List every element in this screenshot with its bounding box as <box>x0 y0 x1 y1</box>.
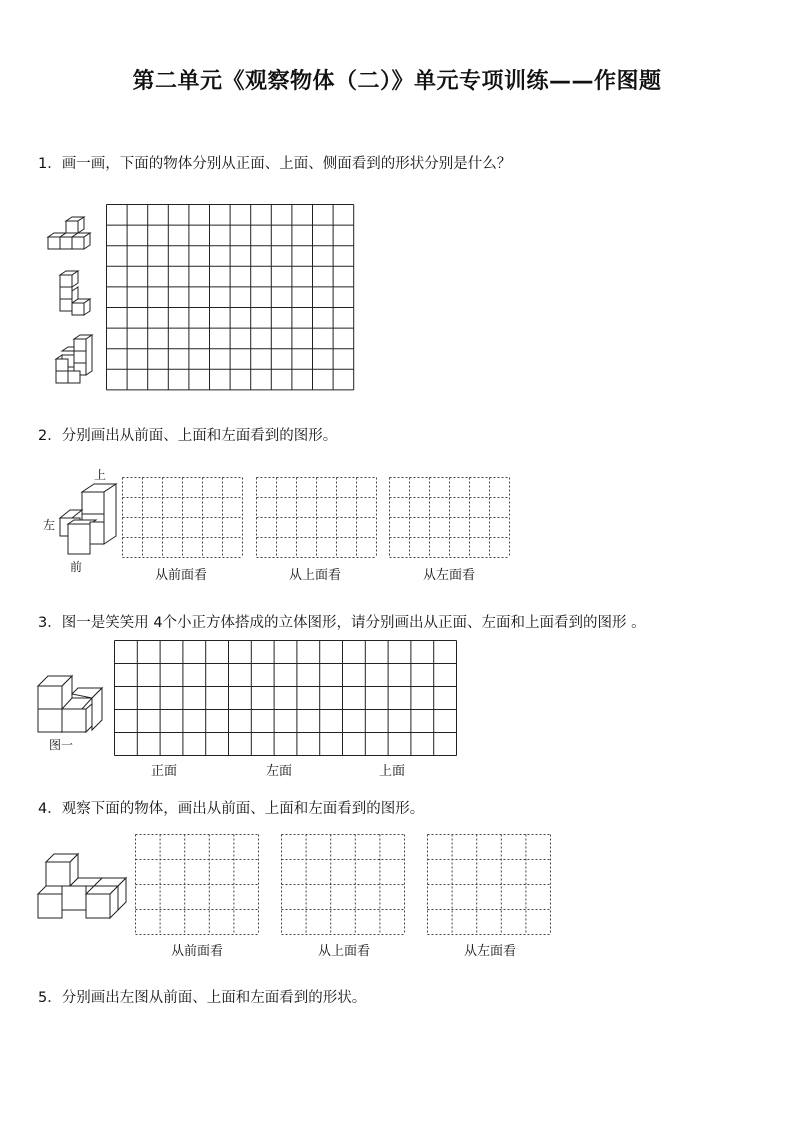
question-1-text: 1．画一画，下面的物体分别从正面、上面、侧面看到的形状分别是什么？ <box>38 156 512 172</box>
q2-caption-top: 从上面看 <box>289 568 342 583</box>
q4-grid-top[interactable] <box>281 834 407 936</box>
q4-grid-front[interactable] <box>135 834 261 936</box>
q2-caption-front: 从前面看 <box>155 568 208 583</box>
q3-answer-grid[interactable] <box>114 640 458 758</box>
q1-figure-c <box>56 335 92 383</box>
q2-solid-figure <box>56 480 122 562</box>
question-3-text: 3．图一是笑笑用 4个小正方体搭成的立体图形，请分别画出从正面、左面和上面看到的图形 。 <box>38 615 646 631</box>
q1-answer-grid[interactable] <box>106 204 356 391</box>
q3-caption-top: 上面 <box>379 764 406 779</box>
question-2-text: 2．分别画出从前面、上面和左面看到的图形。 <box>38 428 338 444</box>
question-4-text: 4．观察下面的物体，画出从前面、上面和左面看到的图形。 <box>38 801 425 817</box>
question-5-text: 5．分别画出左图从前面、上面和左面看到的形状。 <box>38 990 367 1006</box>
q2-label-front: 前 <box>70 560 83 574</box>
q3-solid-figure <box>38 674 106 736</box>
q2-grid-top[interactable] <box>256 477 382 559</box>
q1-figure-a <box>48 217 90 249</box>
q4-grid-left[interactable] <box>427 834 553 936</box>
q3-caption-left: 左面 <box>266 764 293 779</box>
q3-figure-label: 图一 <box>49 738 74 752</box>
q2-label-left: 左 <box>43 518 56 532</box>
q2-grid-front[interactable] <box>122 477 248 559</box>
q1-solid-figures <box>40 215 100 390</box>
q4-caption-front: 从前面看 <box>171 944 224 959</box>
q2-label-top: 上 <box>94 468 107 482</box>
q3-caption-front: 正面 <box>151 764 178 779</box>
q2-grid-left[interactable] <box>389 477 515 559</box>
q4-caption-left: 从左面看 <box>464 944 517 959</box>
page-title: 第二单元《观察物体（二）》单元专项训练——作图题 <box>132 69 662 94</box>
q4-solid-figure <box>36 852 132 924</box>
q2-caption-left: 从左面看 <box>423 568 476 583</box>
q4-caption-top: 从上面看 <box>318 944 371 959</box>
q1-figure-b <box>60 271 90 315</box>
